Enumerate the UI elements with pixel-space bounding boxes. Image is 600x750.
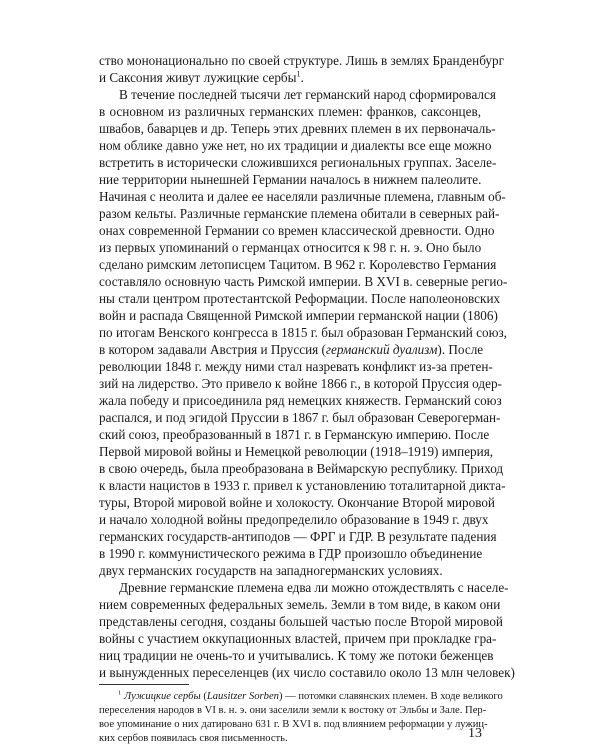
text-line: революции 1848 г. между ними стал назревать конфликт из-за претен- (99, 359, 493, 374)
text-line: ский союз, преобразованный в 1871 г. в Германскую империю. После (99, 427, 490, 442)
footnote-line: $^1$ Лужицкие сербы (Lausitzer Sorben) — потомки славянских племен. В ходе великого (118, 689, 503, 702)
text-line: распался, и под эгидой Пруссии в 1867 г. был образован Северогерман- (99, 410, 501, 425)
text-line: в основном из различных германских племен: франков, саксонцев, (99, 104, 481, 119)
text-line: сделано римским летописцем Тацитом. В 962 г. Королевство Германия (99, 257, 497, 272)
footnote-line: переселения народов в VI в. н. э. они заселили земли к востоку от Эльбы и Зале. Пер- (99, 705, 487, 716)
footnote-line: вое упоминание о них датировано 631 г. В XVI в. под влиянием реформации у лужиц- (99, 719, 488, 730)
text-line: ниц традиции не очень-то и учитывались. К тому же потоки беженцев (99, 648, 494, 663)
footnote-separator (99, 684, 189, 685)
text-line: в свою очередь, была преобразована в Веймарскую республику. Приход (99, 461, 504, 476)
text-line: встретить в исторически сложившихся региональных группах. Заселе- (99, 155, 497, 170)
page-number: 13 (468, 726, 482, 741)
text-line: туры, Второй мировой войне и холокосту. Окончание Второй мировой (99, 495, 495, 510)
text-line: жала победу и присоединила ряд немецких княжеств. Германский союз (99, 393, 502, 408)
text-line: ство мононационально по своей структуре. Лишь в землях Бранденбург (99, 53, 505, 68)
text-line: двух германских государств на западногерманских условиях. (99, 563, 443, 578)
paragraph-start: В течение последней тысячи лет германский народ сформировался (119, 87, 496, 102)
emphasis-term: германский дуализм (325, 342, 438, 357)
text-line: в 1990 г. коммунистического режима в ГДР произошло объединение (99, 546, 483, 561)
text-line: в котором задавали Австрия и Пруссия (германский дуализм). После (99, 342, 484, 357)
text-line: и вынужденных переселенцев (их число составило около 13 млн человек) (99, 665, 515, 680)
text-line: и Саксония живут лужицкие сербы$^1$. (99, 69, 304, 85)
text-line: разом кельты. Различные германские племена обитали в северных рай- (99, 206, 500, 221)
text-line: ном облике давно уже нет, но их традиции и диалекты все еще можно (99, 138, 492, 153)
text-line: нием современных федеральных земель. Земли в том виде, в каком они (99, 597, 501, 612)
text-line: зий на лидерство. Это привело к войне 1866 г., в которой Пруссия одер- (99, 376, 502, 391)
text-line: из первых упоминаний о германцах относится к 98 г. н. э. Оно было (99, 240, 482, 255)
footnote-line: ких сербов появилась своя письменность. (99, 733, 288, 744)
text-line: представлены сегодня, созданы большей частью после Второй мировой (99, 614, 503, 629)
text-line: ние территории нынешней Германии началось в нижнем палеолите. (99, 172, 482, 187)
text-line: по итогам Венского конгресса в 1815 г. был образован Германский союз, (99, 325, 507, 340)
text-line: ны стали центром протестантской Реформации. После наполеоновских (99, 291, 501, 306)
text-line: составляло основную часть Римской империи. В XVI в. северные регио- (99, 274, 508, 289)
text-line: и начало холодной войны предопределило образование в 1949 г. двух (99, 512, 489, 527)
text-line: онах современной Германии со времен классической древности. Одно (99, 223, 495, 238)
paragraph-start: Древние германские племена едва ли можно отождествлять с населе- (119, 580, 509, 595)
text-line: войн и распада Священной Римской империи германской нации (1806) (99, 308, 498, 323)
text-line: швабов, баварцев и др. Теперь этих древних племен в их первоначаль- (99, 121, 496, 136)
text-line: к власти нацистов в 1933 г. привел к установлению тоталитарной дикта- (99, 478, 506, 493)
text-line: Первой мировой войны и Немецкой революции (1918–1919) империя, (99, 444, 494, 459)
text-line: войны с участием оккупационных властей, причем при прокладке гра- (99, 631, 497, 646)
footnote-reference[interactable]: 1 (296, 69, 301, 79)
text-line: германских государств-антиподов — ФРГ и ГДР. В результате падения (99, 529, 497, 544)
text-line: Начиная с неолита и далее ее населяли различные племена, главным об- (99, 189, 506, 204)
